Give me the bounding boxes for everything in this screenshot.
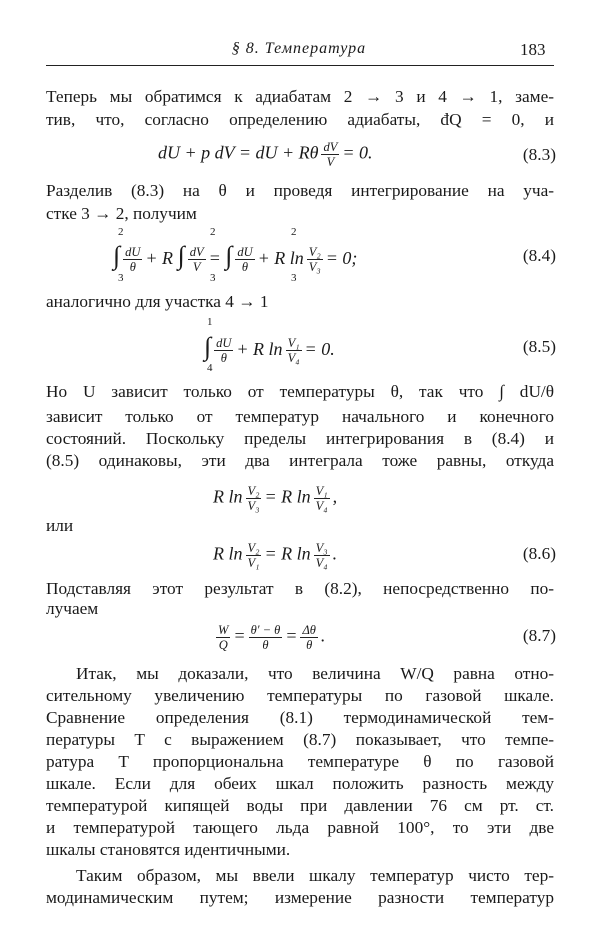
text-line: сительному увеличению температуры по газовой шкале. bbox=[46, 686, 554, 705]
text-line: ратура T пропорциональна температуре θ по газовой bbox=[46, 752, 554, 771]
integral-lower-limit: 3 bbox=[291, 272, 297, 284]
text-line: модинамическим путем; измерение разности температур bbox=[46, 888, 554, 907]
equation-8-4: ∫ $\frac{dU}{\theta}$ + R ∫ $\frac{dV}{V}$ = ∫ $\frac{dU}{\theta}$ + R ln $\frac{\text{V₂}}{\text{V₃}}$ = 0; bbox=[113, 241, 358, 275]
page-number: 183 bbox=[520, 40, 546, 59]
integral-upper-limit: 2 bbox=[210, 226, 216, 238]
integral-lower-limit: 4 bbox=[207, 362, 213, 374]
equation-number: (8.3) bbox=[522, 145, 556, 164]
text-line: Итак, мы доказали, что величина W/Q равна отно- bbox=[76, 664, 554, 683]
text-line: стке 3 → 2, получим bbox=[46, 204, 197, 223]
text-line: шкале. Если для обеих шкал положить разность между bbox=[46, 774, 554, 793]
text-line: Подставляя этот результат в (8.2), непосредственно по- bbox=[46, 579, 554, 598]
running-header: § 8. Температура bbox=[231, 40, 367, 57]
text-line: и температурой тающего льда равной 100°, то эти две bbox=[46, 818, 554, 837]
text-line: Сравнение определения (8.1) термодинамической тем- bbox=[46, 708, 554, 727]
integral-upper-limit: 2 bbox=[118, 226, 124, 238]
equation-8-6: R ln $\frac{\text{V₂}}{\text{V₁}}$ = R ln $\frac{\text{V₃}}{\text{V₄}}$ . bbox=[213, 541, 338, 570]
text-line: температурой кипящей воды при давлении 76 см рт. ст. bbox=[46, 796, 554, 815]
text-line: шкалы становятся идентичными. bbox=[46, 840, 291, 859]
header-rule bbox=[46, 65, 554, 66]
integral-lower-limit: 3 bbox=[210, 272, 216, 284]
equation-number: (8.7) bbox=[522, 626, 556, 645]
integral-upper-limit: 1 bbox=[207, 316, 213, 328]
text-line: состояний. Поскольку пределы интегрирования в (8.4) и bbox=[46, 429, 554, 448]
text-line: пературы T с выражением (8.7) показывает, что темпе- bbox=[46, 730, 554, 749]
text-line: Таким образом, мы ввели шкалу температур чисто тер- bbox=[76, 866, 554, 885]
equation-number: (8.5) bbox=[522, 337, 556, 356]
integral-upper-limit: 2 bbox=[291, 226, 297, 238]
text-line: или bbox=[46, 516, 74, 535]
integral-lower-limit: 3 bbox=[118, 272, 124, 284]
text-line: аналогично для участка 4 → 1 bbox=[46, 292, 269, 311]
equation-8-7: $\frac{W}{Q}$ = $\frac{\theta' - \theta}{\theta}$ = $\frac{\Delta\theta}{\theta}$ . bbox=[218, 623, 326, 652]
equation-8-5: ∫ $\frac{dU}{\theta}$ + R ln $\frac{\text{V₁}}{\text{V₄}}$ = 0. bbox=[204, 332, 335, 366]
equation-number: (8.6) bbox=[522, 544, 556, 563]
text-line: зависит только от температур начального и конечного bbox=[46, 407, 554, 426]
text-line: Теперь мы обратимся к адиабатам 2 → 3 и 4 → 1, заме- bbox=[46, 87, 554, 106]
text-line: лучаем bbox=[46, 599, 99, 618]
equation-intermediate: R ln $\frac{\text{V₂}}{\text{V₃}}$ = R ln $\frac{\text{V₁}}{\text{V₄}}$ , bbox=[213, 484, 338, 513]
equation-8-3: dU + p dV = dU + Rθ $\frac{dV}{V}$ = 0. bbox=[158, 140, 373, 169]
equation-number: (8.4) bbox=[522, 246, 556, 265]
text-line: тив, что, согласно определению адиабаты, đQ = 0, и bbox=[46, 110, 554, 129]
text-line: (8.5) одинаковы, эти два интеграла тоже равны, откуда bbox=[46, 451, 554, 470]
text-line: Разделив (8.3) на θ и проведя интегрирование на уча- bbox=[46, 181, 554, 200]
text-line: Но U зависит только от температуры θ, так что ∫ dU/θ bbox=[46, 382, 554, 401]
